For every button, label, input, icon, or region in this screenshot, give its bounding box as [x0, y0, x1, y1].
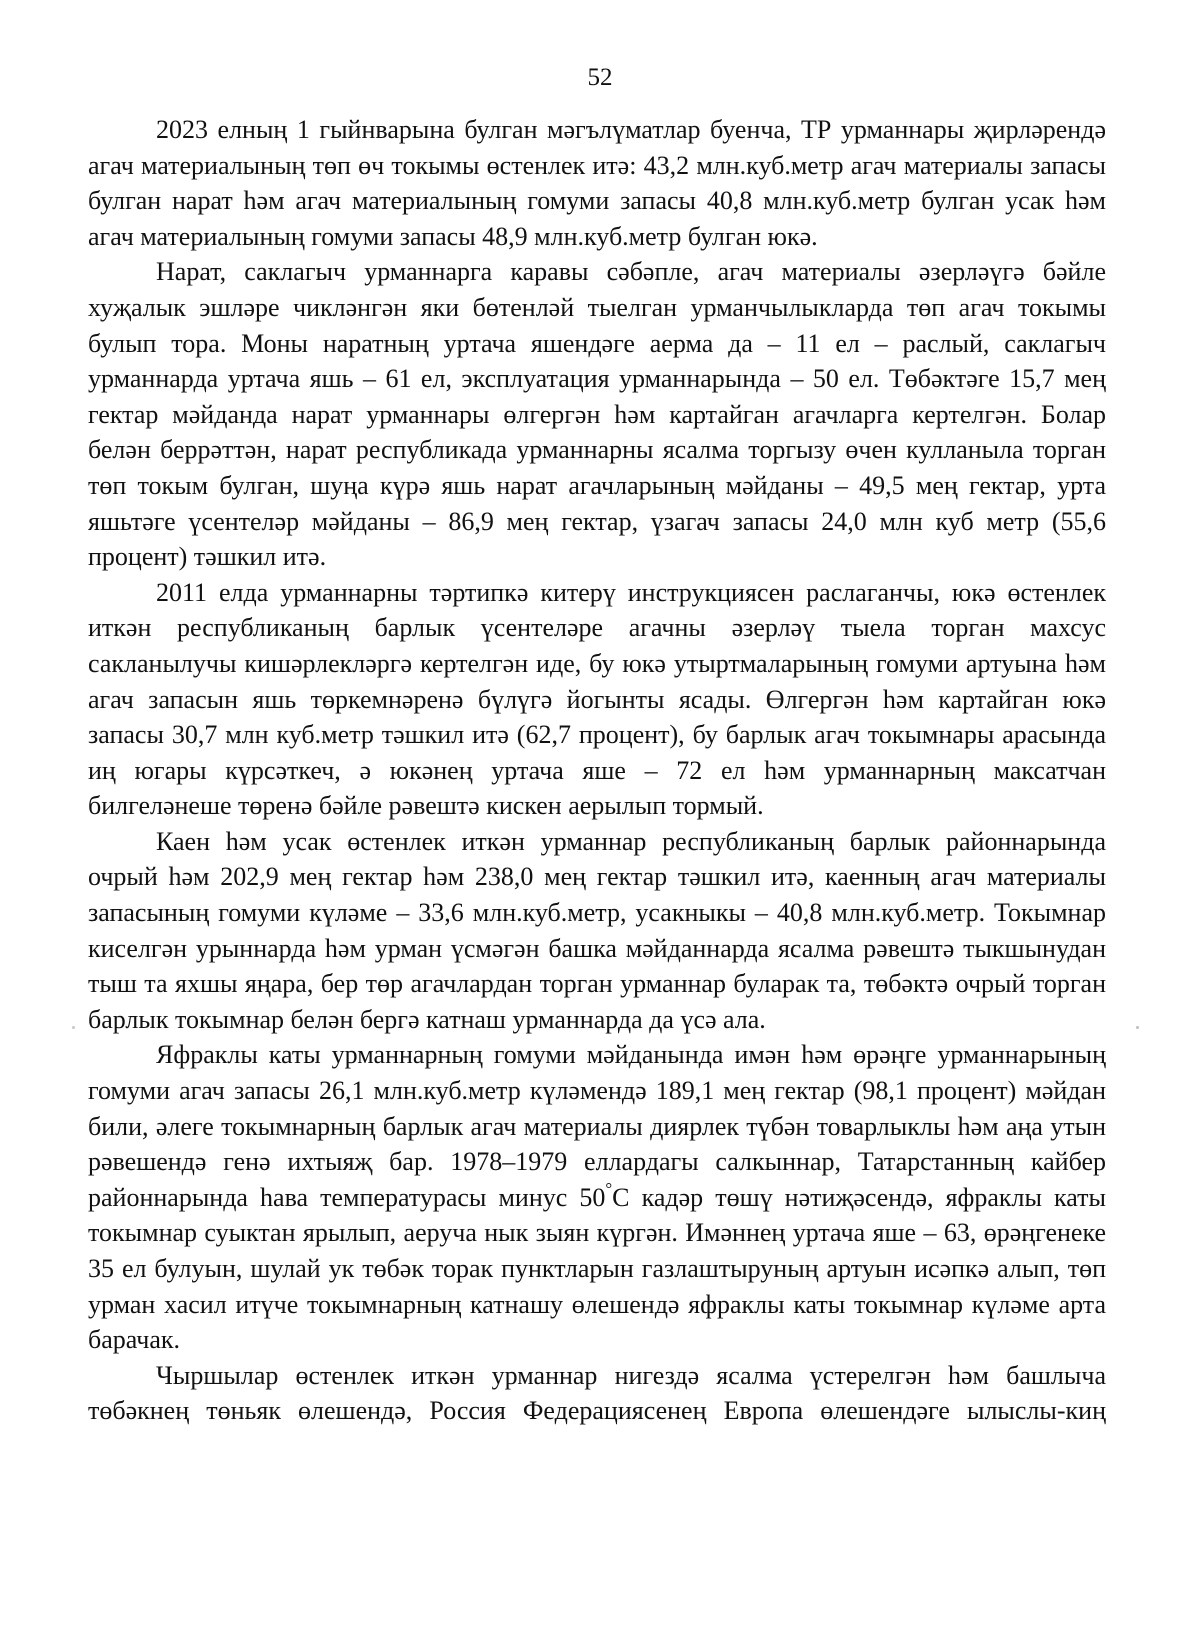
- paragraph-pine: Нарат, саклагыч урманнарга каравы сәбәпле, агач материалы әзерләүгә бәйле хуҗалык эшләре чикләнгән яки бөтенләй тыелган урманчылыкларда төп агач токымы булып тора. Моны наратның уртача яшендәге аерма да – 11 ел – раслый, саклагыч урманнарда уртача яшь – 61 ел, эксплуатация урманнарында – 50 ел. Төбәктәге 15,7 мең гектар мәйданда нарат урманнары өлгергән һәм картайган агачларга кертелгән. Болар белән беррәттән, нарат республикада урманнарны ясалма торгызу өчен кулланыла торган төп токым булган, шуңа күрә яшь нарат агачларының мәйданы – 49,5 мең гектар, урта яшьтәге үсентеләр мәйданы – 86,9 мең гектар, үзагач запасы 24,0 млн куб метр (55,6 процент) тәшкил итә.: [88, 257, 1106, 572]
- page-number: 52: [587, 64, 613, 91]
- degree-symbol: °: [605, 1178, 613, 1198]
- scan-speck: [1136, 1026, 1139, 1029]
- document-body: [88, 112, 1106, 1429]
- paragraph-hardwood: [88, 1037, 1106, 1357]
- paragraph-birch-aspen: Каен һәм усак өстенлек иткән урманнар республиканың барлык районнарында очрый һәм 202,9 мең гектар һәм 238,0 мең гектар тәшкил итә, каенның агач материалы запасының гомуми күләме – 33,6 млн.куб.метр, усакныкы – 40,8 млн.куб.метр. Токымнар киселгән урыннарда һәм урман үсмәгән башка мәйданнарда ясалма рәвештә тыкшынудан тыш та яхшы яңара, бер төр агачлардан торган урманнар буларак та, төбәктә очрый торган барлык токымнар белән бергә катнаш урманнарда да үсә ала.: [88, 826, 1106, 1034]
- paragraph-hardwood-text-after: С кадәр төшү нәтиҗәсендә, яфраклы каты токымнар суыктан ярылып, аеруча нык зыян күргән. Имәннең уртача яше – 63, өрәңгенеке 35 ел булуын, шулай ук төбәк торак пунктларын газлаштыруның артуын исәпкә алып, төп урман хасил итүче токымнарның катнашу өлешендә яфраклы каты токымнар күләме арта барачак.: [88, 1182, 1106, 1355]
- paragraph-hardwood-text-before: Яфраклы каты урманнарның гомуми мәйданында имән һәм өрәңге урманнарының гомуми агач запасы 26,1 млн.куб.метр күләмендә 189,1 мең гектар (98,1 процент) мәйдан били, әлеге токымнарның барлык агач материалы диярлек түбән товарлыклы һәм аңа утын рәвешендә генә ихтыяҗ бар. 1978–1979 еллардагы салкыннар, Татарстанның кайбер районнарында һава температурасы минус 50: [88, 1040, 1106, 1212]
- paragraph-spruce: Чыршылар өстенлек иткән урманнар нигездә ясалма үстерелгән һәм башлыча төбәкнең төньяк өлешендә, Россия Федерациясенең Европа өлешендәге ылыслы-киң: [88, 1360, 1106, 1426]
- scan-speck-left: [72, 1026, 75, 1029]
- paragraph-main-species: 2023 елның 1 гыйнварына булган мәгълүматлар буенча, ТР урманнары җирләрендә агач материалының төп өч токымы өстенлек итә: 43,2 млн.куб.метр агач материалы запасы булган нарат һәм агач материалының гомуми запасы 40,8 млн.куб.метр булган усак һәм агач материалының гомуми запасы 48,9 млн.куб.метр булган юкә.: [88, 115, 1106, 251]
- paragraph-linden: 2011 елда урманнарны тәртипкә китерү инструкциясен раслаганчы, юкә өстенлек иткән республиканың барлык үсентеләре агачны әзерләү тыела торган махсус сакланылучы кишәрлекләргә кертелгән иде, бу юкә утыртмаларының гомуми артуына һәм агач запасын яшь төркемнәренә бүлүгә йогынты ясады. Өлгергән һәм картайган юкә запасы 30,7 млн куб.метр тәшкил итә (62,7 процент), бу барлык агач токымнары арасында иң югары күрсәткеч, ә юкәнең уртача яше – 72 ел һәм урманнарның максатчан билгеләнеше төренә бәйле рәвештә кискен аерылып тормый.: [88, 577, 1106, 821]
